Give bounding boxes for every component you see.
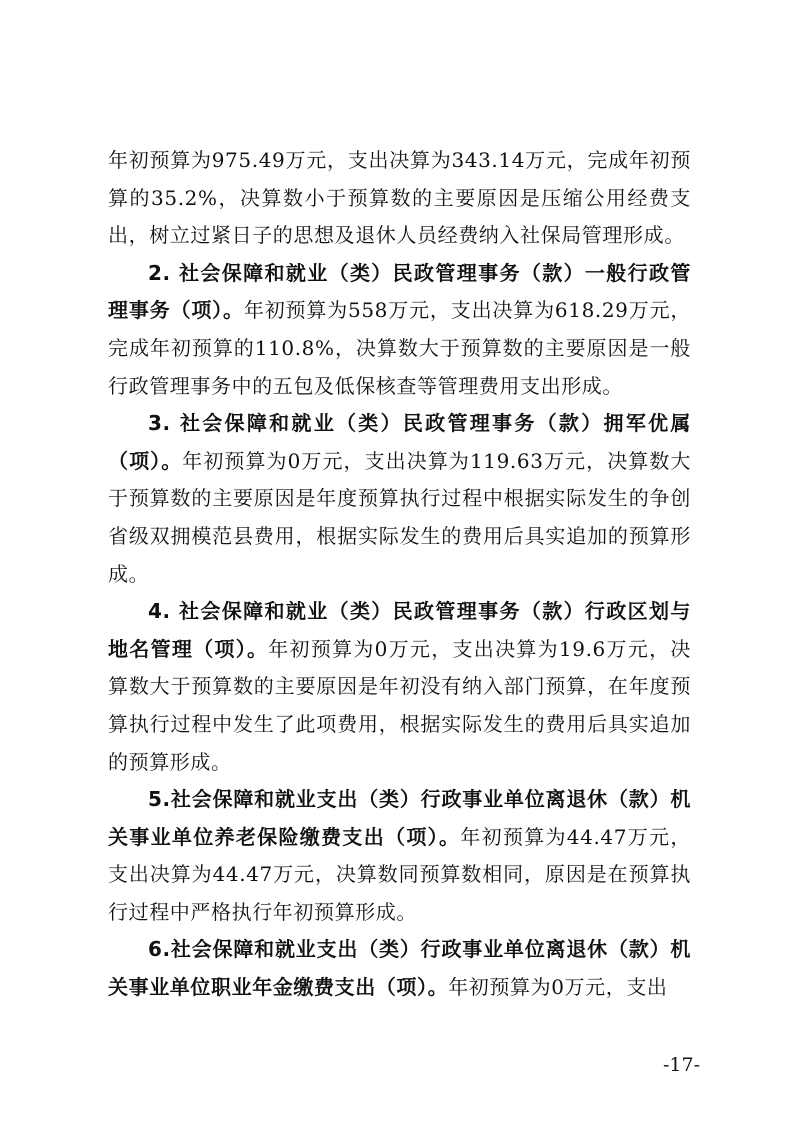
paragraph-5 [108, 781, 691, 931]
page-number: -17- [662, 1054, 700, 1076]
paragraph-text: 年初预算为0万元，支出决算为19.6万元，决算数大于预算数的主要原因是年初没有纳入部门预算，在年度预算执行过程中发生了此项费用，根据实际发生的费用后具实追加的预算形成。 [108, 636, 691, 774]
paragraph-text: 年初预算为44.47万元，支出决算为44.47万元，决算数同预算数相同，原因是在预算执行过程中严格执行年初预算形成。 [108, 824, 691, 924]
paragraph-1 [108, 142, 691, 255]
paragraph-lead: 2. 社会保障和就业（类）民政管理事务（款）一般行政管理事务（项）。 [108, 260, 691, 323]
paragraph-lead: 6.社会保障和就业支出（类）行政事业单位离退休（款）机关事业单位职业年金缴费支出（项）。 [108, 937, 691, 1000]
paragraph-lead: 4. 社会保障和就业（类）民政管理事务（款）行政区划与地名管理（项）。 [108, 599, 691, 661]
paragraph-lead: 5.社会保障和就业支出（类）行政事业单位离退休（款）机关事业单位养老保险缴费支出（项）。 [108, 787, 691, 849]
paragraph-3 [108, 405, 691, 593]
paragraph-text: 年初预算为0万元，支出 [448, 975, 668, 1000]
paragraph-text: 年初预算为558万元，支出决算为618.29万元，完成年初预算的110.8%，决算数大于预算数的主要原因是一般行政管理事务中的五包及低保核查等管理费用支出形成。 [108, 298, 692, 398]
document-body [108, 142, 691, 1007]
paragraph-text: 年初预算为975.49万元，支出决算为343.14万元，完成年初预算的35.2%，决算数小于预算数的主要原因是压缩公用经费支出，树立过紧日子的思想及退休人员经费纳入社保局管理形成。 [108, 148, 691, 248]
paragraph-6 [108, 931, 691, 1006]
paragraph-lead: 3. 社会保障和就业（类）民政管理事务（款）拥军优属（项）。 [108, 411, 691, 473]
paragraph-text: 年初预算为0万元，支出决算为119.63万元，决算数大于预算数的主要原因是年度预算执行过程中根据实际发生的争创省级双拥模范县费用，根据实际发生的费用后具实追加的预算形成。 [108, 448, 692, 586]
paragraph-4 [108, 593, 691, 781]
paragraph-2 [108, 255, 691, 405]
